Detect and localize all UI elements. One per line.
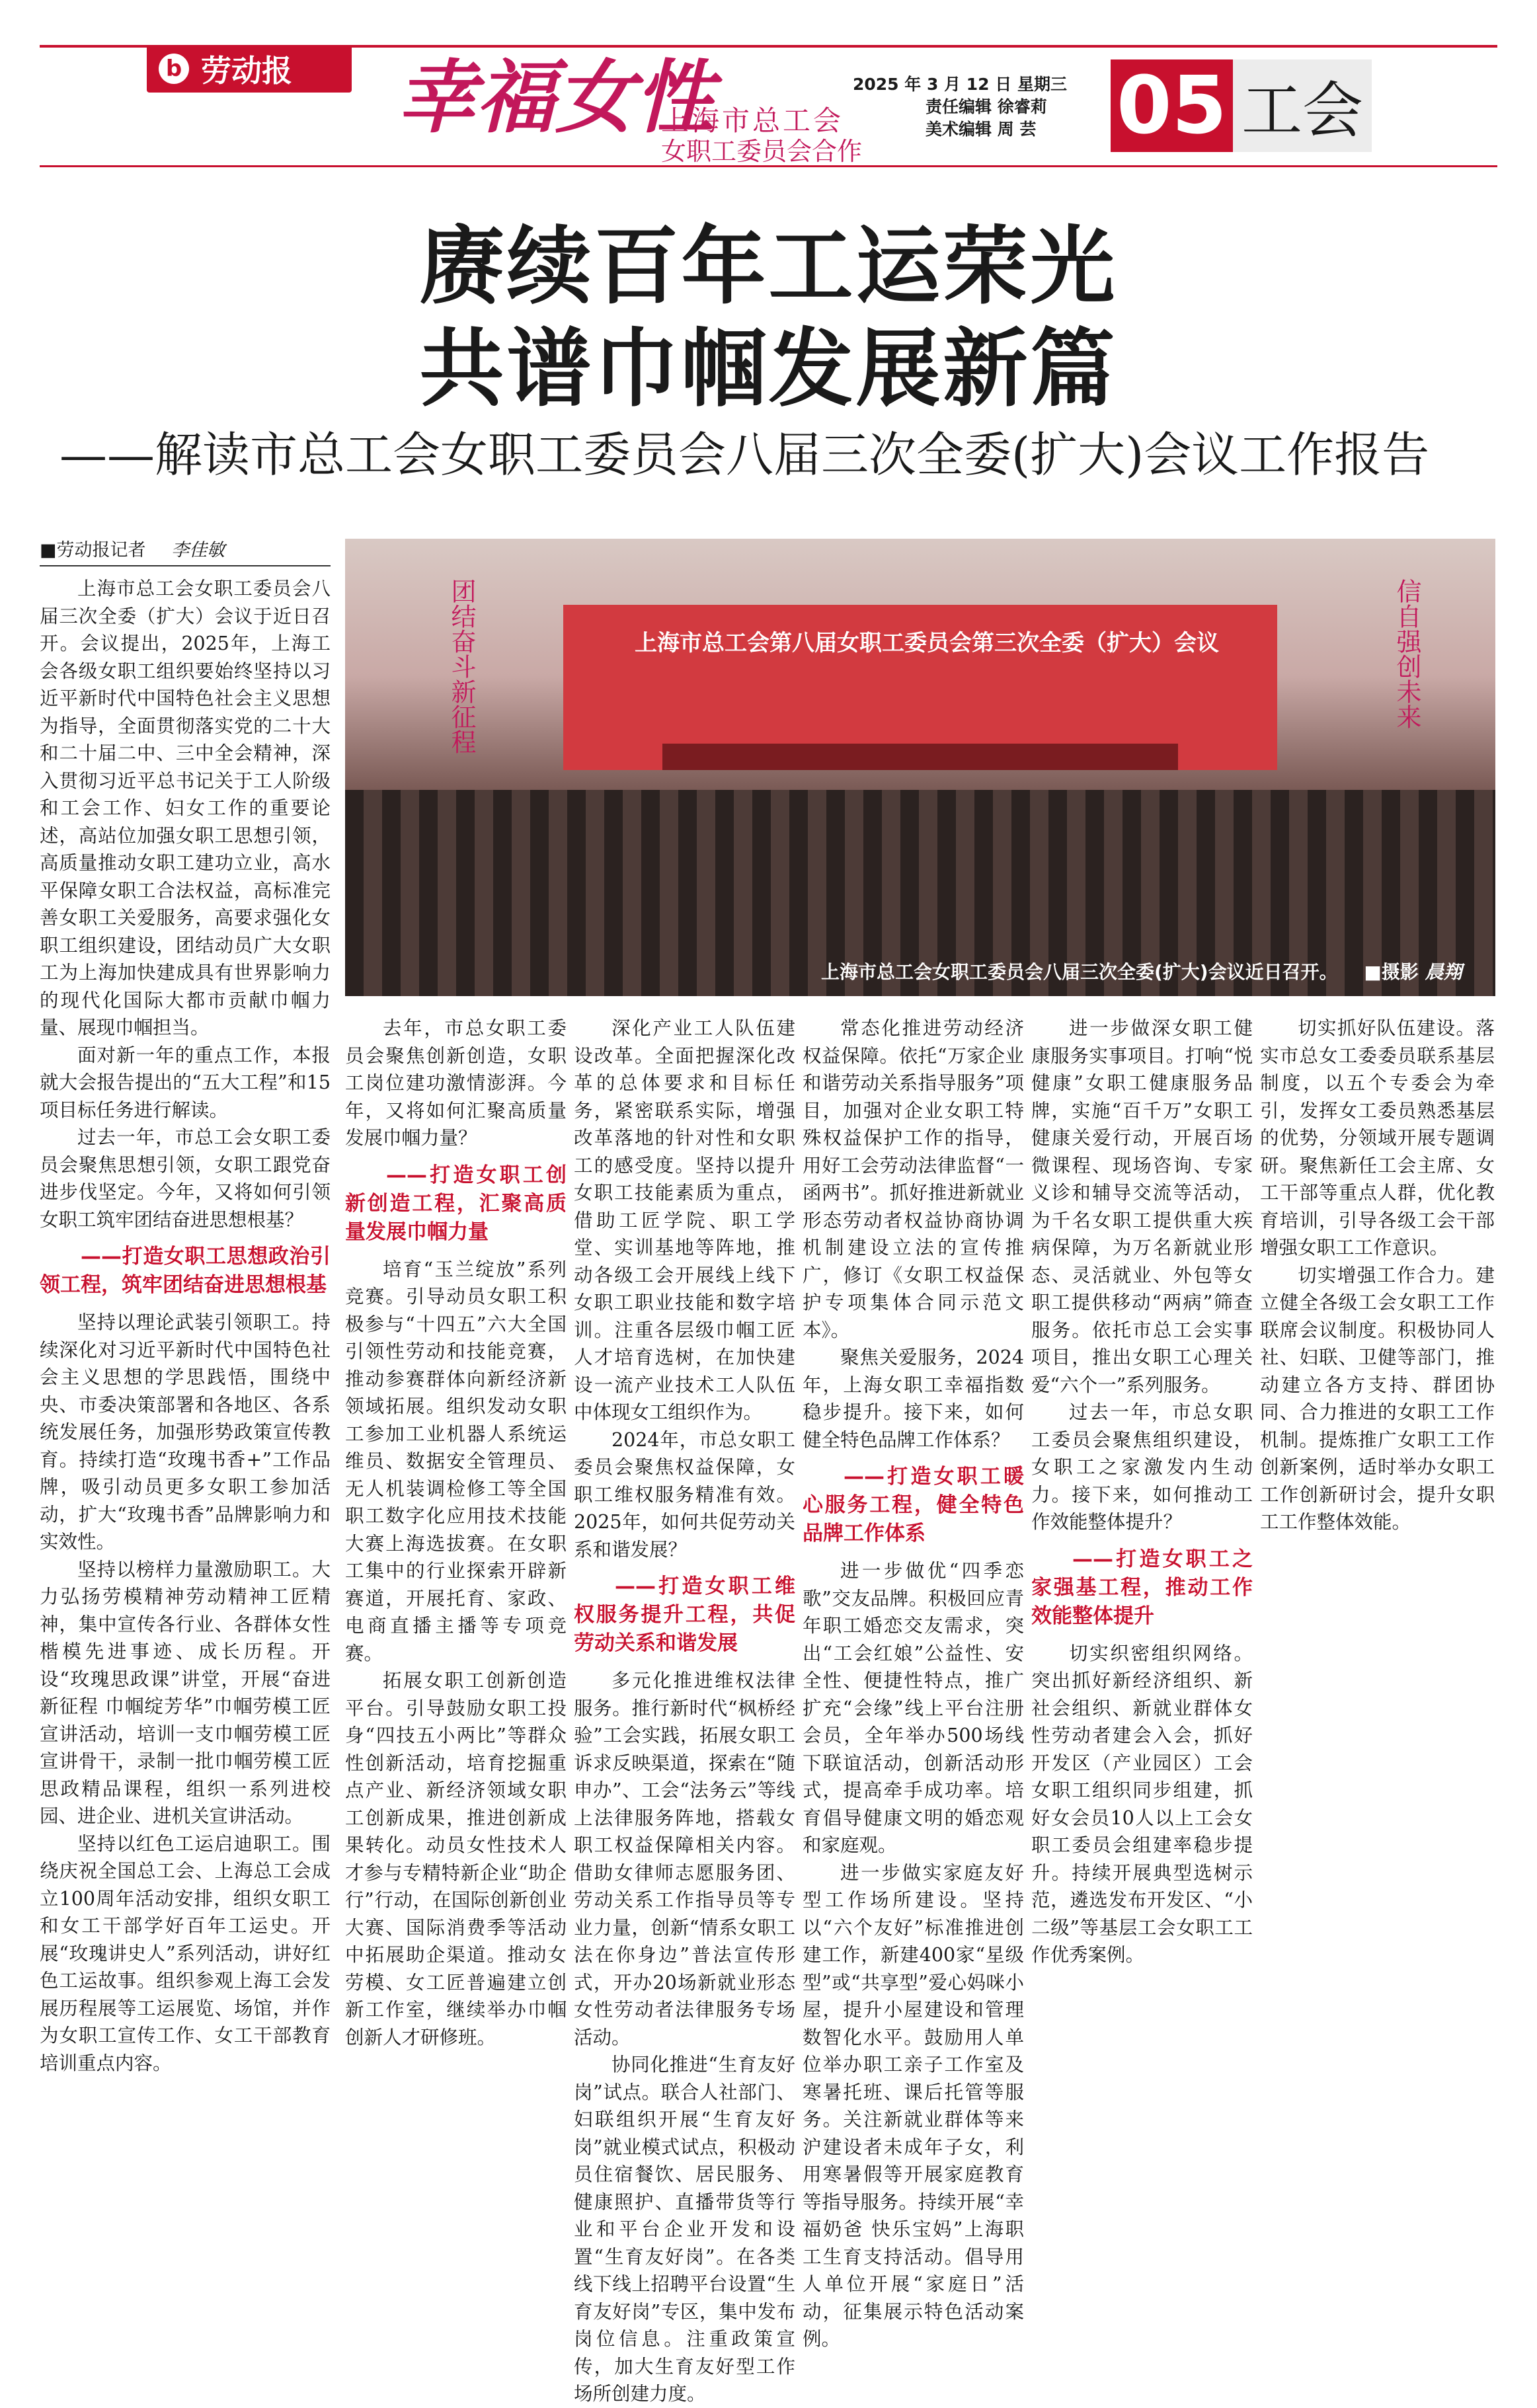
section-1-paragraph-3: 坚持以红色工运启迪职工。围绕庆祝全国总工会、上海总工会成立100周年活动安排，组织女职工和女工干部学好百年工运史。开展“玫瑰讲史人”系列活动，讲好红色工运故事。组织参观上海工会发展历程展等工运展览、场馆，并作为女职工宣传工作、女工干部教育培训重点内容。 bbox=[40, 1832, 331, 2074]
section-5-paragraph-2: 切实抓好队伍建设。落实市总女工委委员联系基层制度，以五个专委会为牵引，发挥女工委员熟悉基层的优势，分领域开展专题调研。聚焦新任工会主席、女工干部等重点人群，优化教育培训，引导各级工会干部增强女职工工作意识。 bbox=[1260, 1017, 1495, 1259]
section-3-paragraph-1: 多元化推进维权法律服务。推行新时代“枫桥经验”工会实践，拓展女职工诉求反映渠道，探索在“随申办”、工会“法务云”等线上法律服务阵地，搭载女职工权益保障相关内容。借助女律师志愿服务团、劳动关系工作指导员等专业力量，创新“情系女职工 法在你身边”普法宣传形式，开办20场新就业形态女性劳动者法律服务专场活动。 bbox=[574, 1670, 795, 2048]
photo-credit-label: ■摄影 bbox=[1364, 961, 1419, 983]
photo-banner: 上海市总工会第八届女职工委员会第三次全委（扩大）会议 bbox=[635, 630, 1219, 656]
column-6 bbox=[1260, 1015, 1495, 1536]
section-2-paragraph-3: 深化产业工人队伍建设改革。全面把握深化改革的总体要求和目标任务，紧密联系实际，增强改革落地的针对性和女职工的感受度。坚持以提升女职工技能素质为重点，借助工匠学院、职工学堂、实训基地等阵地，推动各级工会开展线上线下女职工职业技能和数字培训。注重各层级巾帼工匠人才培育选树，在加快建设一流产业技术工人队伍中体现女工组织作为。 bbox=[574, 1017, 795, 1423]
photo-credit-name: 晨翔 bbox=[1425, 961, 1462, 983]
section-3-paragraph-3: 常态化推进劳动经济权益保障。依托“万家企业和谐劳动关系指导服务”项目，加强对企业女职工特殊权益保护工作的指导，用好工会劳动法律监督“一函两书”。抓好推进新就业形态劳动者权益协商协调机制建设立法的宣传推广，修订《女职工权益保护专项集体合同示范文本》。 bbox=[803, 1017, 1024, 1341]
section-4-paragraph-3: 进一步做深女职工健康服务实事项目。打响“悦健康”女职工健康服务品牌，实施“百千万”女职工健康关爱行动，开展百场微课程、现场咨询、专家义诊和辅导交流等活动，为千名女职工提供重大疾病保障，为万名新就业形态、灵活就业、外包等女职工提供移动“两病”筛查服务。依托市总工会实事项目，推出女职工心理关爱“六个一”系列服务。 bbox=[1031, 1017, 1253, 1396]
section-3-paragraph-4: 聚焦关爱服务，2024年，上海女职工幸福指数稳步提升。接下来，如何健全特色品牌工作体系？ bbox=[803, 1346, 1024, 1451]
section-1-paragraph-2: 坚持以榜样力量激励职工。大力弘扬劳模精神劳动精神工匠精神，集中宣传各行业、各群体女性楷模先进事迹、成长历程。开设“玫瑰思政课”讲堂，开展“奋进新征程 巾帼绽芳华”巾帼劳模工匠宣讲活动，培训一支巾帼劳模工匠宣讲骨干，录制一批巾帼劳模工匠思政精品课程，组织一系列进校园、进企业、进机关宣讲活动。 bbox=[40, 1558, 331, 1827]
column-3 bbox=[574, 1015, 795, 2408]
photo-caption bbox=[821, 958, 1462, 984]
date-line: 2025 年 3 月 12 日 星期三 bbox=[853, 75, 1067, 94]
section-5-paragraph-1: 切实织密组织网络。突出抓好新经济组织、新社会组织、新就业群体女性劳动者建会入会，抓好开发区（产业园区）工会女职工组织同步组建，抓好女会员10人以上工会女职工委员会组建率稳步提升。持续开展典型选树示范，遴选发布开发区、“小二级”等基层工会女职工工作优秀案例。 bbox=[1031, 1642, 1253, 1966]
art-editor-line: 美术编辑 周 芸 bbox=[926, 120, 1037, 139]
byline bbox=[40, 535, 331, 566]
section-2-paragraph-4: 2024年，市总女职工委员会聚焦权益保障，女职工维权服务精准有效。2025年，如何共促劳动关系和谐发展？ bbox=[574, 1428, 795, 1561]
photo-caption-text: 上海市总工会女职工委员会八届三次全委(扩大)会议近日召开。 bbox=[821, 961, 1338, 983]
section-4-heading: ——打造女职工暖心服务工程，健全特色品牌工作体系 bbox=[803, 1465, 1024, 1545]
headline-subtitle: ——解读市总工会女职工委员会八届三次全委(扩大)会议工作报告 bbox=[59, 427, 1430, 483]
headline-line-2: 共谱巾帼发展新篇 bbox=[419, 319, 1118, 418]
section-5-heading: ——打造女职工之家强基工程，推动工作效能整体提升 bbox=[1031, 1547, 1253, 1628]
section-5-paragraph-3: 切实增强工作合力。建立健全各级工会女职工工作联席会议制度。积极协同人社、妇联、卫健等部门，推动建立各方支持、群团协同、合力推进的女职工工作机制。提炼推广女职工工作创新案例，适时举办女职工工作创新研讨会，提升女职工工作整体效能。 bbox=[1260, 1264, 1495, 1533]
section-1-paragraph-4: 去年，市总女职工委员会聚焦创新创造，女职工岗位建功激情澎湃。今年，又将如何汇聚高质量发展巾帼力量？ bbox=[345, 1017, 567, 1149]
photo-head-table bbox=[662, 744, 1178, 770]
paper-logo-icon: b bbox=[159, 54, 189, 84]
column-1 bbox=[40, 575, 331, 2077]
section-4-paragraph-1: 进一步做优“四季恋歌”交友品牌。积极回应青年职工婚恋交友需求，突出“工会红娘”公益性、安全性、便捷性特点，推广扩充“会缘”线上平台注册会员，全年举办500场线下联谊活动，创新活动形式，提高牵手成功率。培育倡导健康文明的婚恋观和家庭观。 bbox=[803, 1560, 1024, 1856]
section-1-heading: ——打造女职工思想政治引领工程，筑牢团结奋进思想根基 bbox=[40, 1245, 331, 1297]
lead-paragraph-3: 过去一年，市总工会女职工委员会聚焦思想引领，女职工跟党奋进步伐坚定。今年，又将如何引领女职工筑牢团结奋进思想根基？ bbox=[40, 1126, 331, 1231]
column-title: 幸福女性 bbox=[397, 51, 714, 144]
section-2-paragraph-2: 拓展女职工创新创造平台。引导鼓励女职工投身“四技五小两比”等群众性创新活动，培育挖掘重点产业、新经济领域女职工创新成果，推进创新成果转化。动员女性技术人才参与专精特新企业“助企行”行动，在国际创新创业大赛、国际消费季等活动中拓展助企渠道。推动女劳模、女工匠普遍建立创新工作室，继续举办巾帼创新人才研修班。 bbox=[345, 1670, 567, 2048]
column-4 bbox=[803, 1015, 1024, 2353]
section-4-paragraph-4: 过去一年，市总女职工委员会聚焦组织建设，女职工之家激发内生动力。接下来，如何推动工作效能整体提升？ bbox=[1031, 1401, 1253, 1533]
news-photo bbox=[345, 539, 1495, 996]
lead-paragraph-2: 面对新一年的重点工作，本报就大会报告提出的“五大工程”和15项目标任务进行解读。 bbox=[40, 1044, 331, 1121]
section-2-paragraph-1: 培育“玉兰绽放”系列竞赛。引导动员女职工积极参与“十四五”六大全国引领性劳动和技能竞赛，推动参赛群体向新经济新领域拓展。组织发动女职工参加工业机器人系统运维员、数据安全管理员、无人机装调检修工等全国职工数字化应用技术技能大赛上海选拔赛。在女职工集中的行业探索开辟新赛道，开展托育、家政、电商直播主播等专项竞赛。 bbox=[345, 1258, 567, 1664]
byline-author: 李佳敏 bbox=[171, 540, 225, 561]
photo-left-panel: 团结奋斗新征程 bbox=[447, 578, 476, 754]
column-5 bbox=[1031, 1015, 1253, 1969]
editor-line: 责任编辑 徐睿莉 bbox=[926, 97, 1047, 116]
section-3-heading: ——打造女职工维权服务提升工程，共促劳动关系和谐发展 bbox=[574, 1574, 795, 1655]
partner-line-2: 女职工委员会合作 bbox=[661, 137, 863, 166]
paper-name: 劳动报 bbox=[201, 53, 292, 89]
section-label: 工会 bbox=[1233, 59, 1372, 152]
byline-label: ■劳动报记者 bbox=[40, 540, 146, 561]
headline-line-1: 赓续百年工运荣光 bbox=[419, 217, 1118, 316]
paper-logo bbox=[147, 45, 352, 93]
lead-paragraph-1: 上海市总工会女职工委员会八届三次全委（扩大）会议于近日召开。会议提出，2025年，上海工会各级女职工组织要始终坚持以习近平新时代中国特色社会主义思想为指导，全面贯彻落实党的二十大和二十届二中、三中全会精神，深入贯彻习近平总书记关于工人阶级和工会工作、妇女工作的重要论述，高站位加强女职工思想引领，高质量推动女职工建功立业，高水平保障女职工合法权益，高标准完善女职工关爱服务，高要求强化女职工组织建设，团结动员广大女职工为上海加快建成具有世界影响力的现代化国际大都市贡献巾帼力量、展现巾帼担当。 bbox=[40, 578, 331, 1038]
section-3-paragraph-2: 协同化推进“生育友好岗”试点。联合人社部门、妇联组织开展“生育友好岗”就业模式试点，积极动员住宿餐饮、居民服务、健康照护、直播带货等行业和平台企业开发和设置“生育友好岗”。在各类线下线上招聘平台设置“生育友好岗”专区，集中发布岗位信息。注重政策宣传，加大生育友好型工作场所创建力度。 bbox=[574, 2054, 795, 2405]
section-2-heading: ——打造女职工创新创造工程，汇聚高质量发展巾帼力量 bbox=[345, 1163, 567, 1244]
page-number: 05 bbox=[1111, 59, 1233, 152]
photo-right-panel: 信自强创未来 bbox=[1392, 578, 1421, 729]
column-2 bbox=[345, 1015, 567, 2051]
partner-line-1: 上海市总工会 bbox=[661, 104, 844, 137]
section-4-paragraph-2: 进一步做实家庭友好型工作场所建设。坚持以“六个友好”标准推进创建工作，新建400家“星级型”或“共享型”爱心妈咪小屋，提升小屋建设和管理数智化水平。鼓励用人单位举办职工亲子工作室及寒暑托班、课后托管等服务。关注新就业群体等来沪建设者未成年子女，利用寒暑假等开展家庭教育等指导服务。持续开展“幸福奶爸 快乐宝妈”上海职工生育支持活动。倡导用人单位开展“家庭日”活动，征集展示特色活动案例。 bbox=[803, 1861, 1024, 2350]
section-1-paragraph-1: 坚持以理论武装引领职工。持续深化对习近平新时代中国特色社会主义思想的学思践悟，围绕中央、市委决策部署和各地区、各系统发展任务，加强形势政策宣传教育。持续打造“玫瑰书香+”工作品牌，吸引动员更多女职工参加活动，扩大“玫瑰书香”品牌影响力和实效性。 bbox=[40, 1311, 331, 1553]
